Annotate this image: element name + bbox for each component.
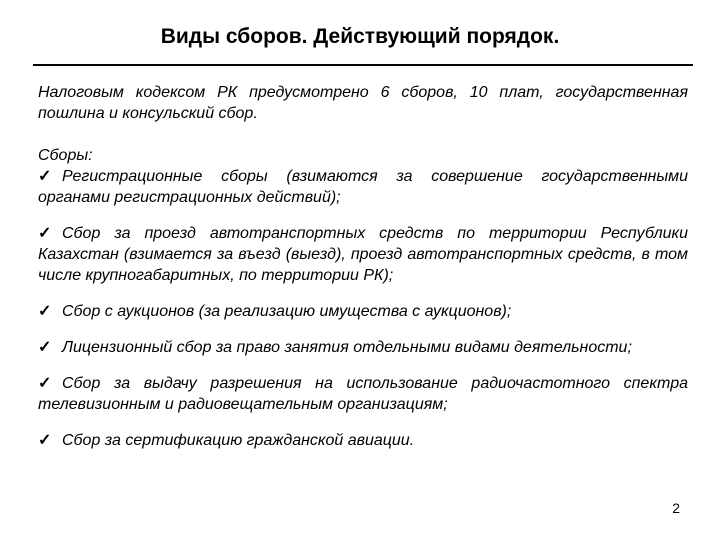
list-item-text: Сбор за проезд автотранспортных средств по территории Республики Казахстан (взимается за въезд (выезд), проезд автотранспортных средств, в том числе крупногабаритных, по территории РК); <box>38 225 688 284</box>
list-item <box>38 166 688 208</box>
checkmark-icon: ✓ <box>38 339 52 356</box>
title-divider <box>33 64 693 66</box>
page-number: 2 <box>672 500 680 516</box>
intro-paragraph: Налоговым кодексом РК предусмотрено 6 сборов, 10 плат, государственная пошлина и консульский сбор. <box>38 84 688 122</box>
checkmark-icon: ✓ <box>38 225 52 242</box>
list-item <box>38 430 688 451</box>
list-item-text: Сбор за выдачу разрешения на использование радиочастотного спектра телевизионным и радиовещательным организациям; <box>38 375 688 413</box>
page-title: Виды сборов. Действующий порядок. <box>160 25 560 48</box>
checkmark-icon: ✓ <box>38 432 52 449</box>
list-item-text: Сбор за сертификацию гражданской авиации. <box>62 432 415 449</box>
slide-body <box>38 82 688 451</box>
list-item <box>38 373 688 415</box>
section-heading: Сборы: <box>38 147 93 164</box>
list-item <box>38 337 688 358</box>
list-item-text: Регистрационные сборы (взимаются за совершение государственными органами регистрационных действий); <box>38 168 688 206</box>
list-item <box>38 301 688 322</box>
checkmark-icon: ✓ <box>38 303 52 320</box>
checkmark-icon: ✓ <box>38 168 52 185</box>
list-item-text: Лицензионный сбор за право занятия отдельными видами деятельности; <box>62 339 632 356</box>
checkmark-icon: ✓ <box>38 375 52 392</box>
list-item <box>38 223 688 286</box>
list-item-text: Сбор с аукционов (за реализацию имущества с аукционов); <box>62 303 512 320</box>
